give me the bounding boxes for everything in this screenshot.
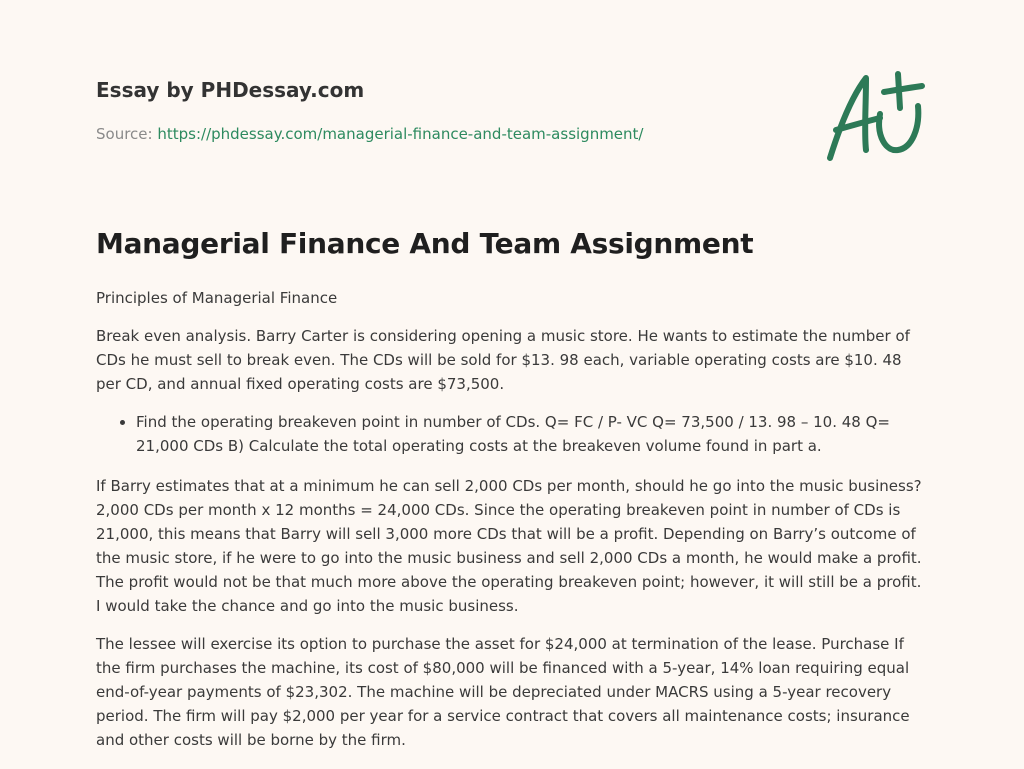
source-line	[96, 124, 796, 144]
paragraph-intro: Break even analysis. Barry Carter is considering opening a music store. He wants to estimate the number of CDs he must sell to break even. The CDs will be sold for $13. 98 each, variable operating costs are $10. 48 per CD, and annual fixed operating costs are $73,500.	[96, 327, 910, 393]
list-item: • Find the operating breakeven point in number of CDs. Q= FC / P- VC Q= 73,500 / 13. 98 – 10. 48 Q= 21,000 CDs B) Calculate the total operating costs at the breakeven volume found in part a.	[136, 410, 926, 458]
page-header	[96, 76, 796, 144]
source-link[interactable]: https://phdessay.com/managerial-finance-and-team-assignment/	[157, 125, 644, 143]
source-label: Source:	[96, 125, 153, 143]
essay-subtitle: Principles of Managerial Finance	[96, 289, 338, 307]
essay-title: Managerial Finance And Team Assignment	[96, 227, 754, 260]
site-title: Essay by PHDessay.com	[96, 78, 365, 102]
paragraph-analysis: If Barry estimates that at a minimum he can sell 2,000 CDs per month, should he go into the music business? 2,000 CDs per month x 12 months = 24,000 CDs. Since the operating breakeven point in number of CDs is 21,000, this means that Barry will sell 3,000 more CDs that will be a profit. Depending on Barry’s outcome of the music store, if he were to go into the music business and sell 2,000 CDs a month, he would make a profit. The profit would not be that much more above the operating breakeven point; however, it will still be a profit. I would take the chance and go into the music business.	[96, 477, 922, 615]
paragraph-lease: The lessee will exercise its option to purchase the asset for $24,000 at termination of the lease. Purchase If the firm purchases the machine, its cost of $80,000 will be financed with a 5-year, 14% loan requiring equal end-of-year payments of $23,302. The machine will be depreciated under MACRS using a 5-year recovery period. The firm will pay $2,000 per year for a service contract that covers all maintenance costs; insurance and other costs will be borne by the firm.	[96, 635, 910, 749]
essay-content	[96, 224, 926, 766]
a-plus-logo-icon	[820, 66, 930, 166]
bullet-list	[96, 410, 926, 458]
